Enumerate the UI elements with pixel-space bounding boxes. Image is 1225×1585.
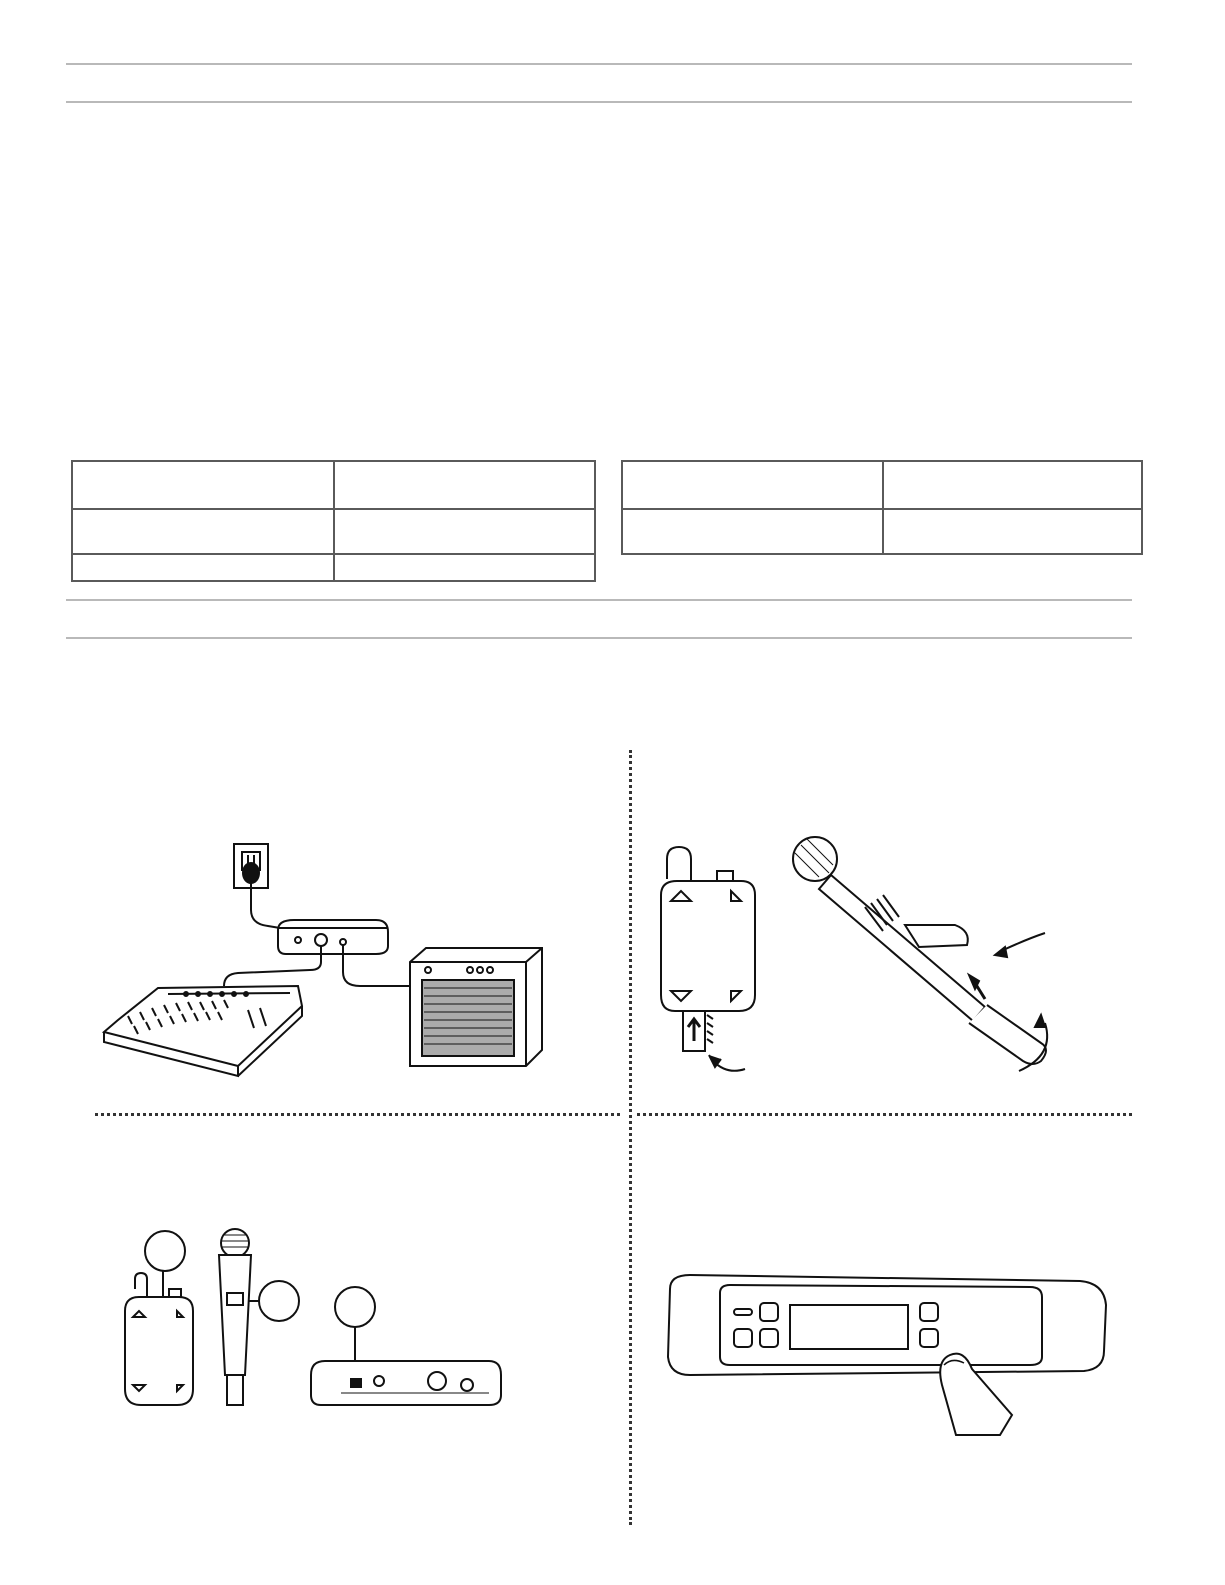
table-cell — [72, 554, 334, 581]
table-cell — [622, 509, 883, 554]
bodypack-transmitter-icon — [661, 847, 755, 1051]
table-cell — [334, 509, 595, 554]
receiver-icon — [311, 1361, 501, 1405]
handheld-microphone-icon — [219, 1229, 251, 1405]
panel-divider-horizontal-left — [95, 1113, 620, 1116]
power-outlet-icon — [234, 844, 268, 888]
table-cell — [883, 461, 1142, 509]
section-rule-top-1 — [66, 63, 1132, 65]
panel-install-batteries — [655, 835, 1095, 1085]
table-cell — [72, 509, 334, 554]
table-cell — [334, 461, 595, 509]
panel-press-button — [660, 1265, 1120, 1435]
amplifier-icon — [410, 948, 542, 1066]
spec-table-right — [621, 460, 1143, 555]
spec-table-left — [71, 460, 596, 582]
table-cell — [883, 509, 1142, 554]
receiver-icon — [278, 920, 388, 954]
receiver-front-panel-icon — [668, 1275, 1106, 1375]
section-rule-mid-1 — [66, 599, 1132, 601]
mixer-icon — [104, 986, 302, 1076]
handheld-microphone-icon — [793, 837, 1047, 1071]
panel-divider-vertical — [629, 750, 632, 1525]
table-cell — [72, 461, 334, 509]
panel-connect-receiver — [98, 840, 558, 1080]
table-cell — [334, 554, 595, 581]
section-rule-top-2 — [66, 101, 1132, 103]
arrow-icon — [709, 1055, 745, 1071]
section-rule-mid-2 — [66, 637, 1132, 639]
panel-divider-horizontal-right — [637, 1113, 1132, 1116]
table-cell — [622, 461, 883, 509]
panel-power-on — [115, 1225, 535, 1425]
bodypack-transmitter-icon — [125, 1273, 193, 1405]
